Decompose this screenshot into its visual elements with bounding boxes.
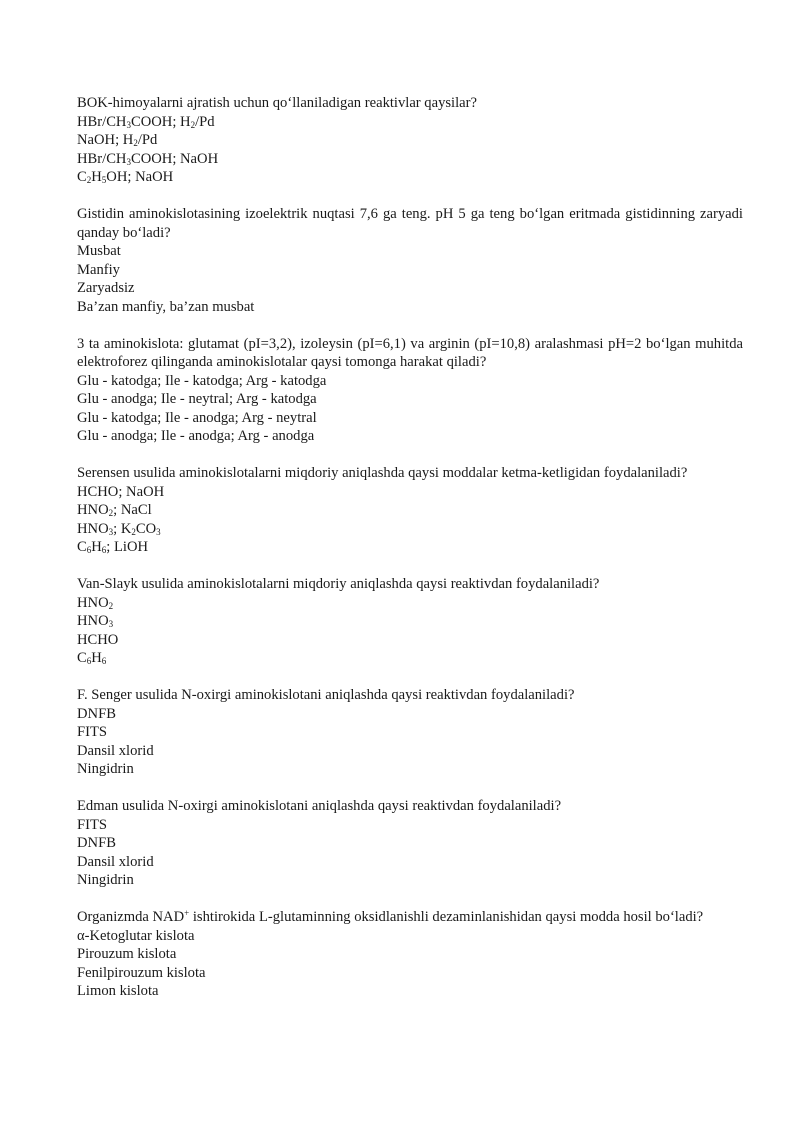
answer-option: Ningidrin [77, 761, 134, 777]
answer-option: Manfiy [77, 261, 120, 278]
answer-option: Ningidrin [77, 872, 134, 888]
answer-option: $HNO_3$; $K_2CO_3$ [77, 520, 161, 537]
question-text: Gistidin aminokislotasining izoelektrik nuqtasi 7,6 ga teng. pH 5 ga teng bo‘lgan eritmada gistidinning zaryadi qanday bo‘ladi? [77, 206, 743, 241]
question-block [77, 205, 743, 316]
answer-option: Glu - anodga; Ile - neytral; Arg - katodga [77, 391, 317, 407]
answer-option: Musbat [77, 243, 121, 259]
question-block [77, 335, 743, 446]
question-block [77, 575, 743, 668]
question-text: Van-Slayk usulida aminokislotalarni miqdoriy aniqlashda qaysi reaktivdan foydalaniladi? [77, 576, 600, 592]
answer-option: $C_6H_6$; LiOH [77, 539, 149, 555]
question-block [77, 686, 743, 779]
answer-option: Pirouzum kislota [77, 946, 177, 962]
question-text: 3 ta aminokislota: glutamat (pI=3,2), izoleysin (pI=6,1) va arginin (pI=10,8) aralashmasi pH=2 bo‘lgan muhitda elektroforez qilinganda aminokislotalar qaysi tomonga harakat qiladi? [77, 335, 743, 370]
answer-option: HBr/$CH_3COOH$; NaOH [77, 150, 219, 167]
question-text: Organizmda NAD+ ishtirokida L-glutaminning oksidlanishli dezaminlanishidan qaysi modda hosil bo‘ladi? [77, 908, 704, 925]
answer-option: α-Ketoglutar kislota [77, 927, 195, 944]
answer-option: HBr/$CH_3COOH$; $H_2/Pd$ [77, 113, 215, 130]
question-text: F. Senger usulida N-oxirgi aminokislotani aniqlashda qaysi reaktivdan foydalaniladi? [77, 687, 575, 703]
answer-option: $C_6H_6$ [77, 650, 107, 666]
question-text: BOK-himoyalarni ajratish uchun qo‘llaniladigan reaktivlar qaysilar? [77, 95, 477, 111]
question-block [77, 908, 743, 1001]
question-text: Serensen usulida aminokislotalarni miqdoriy aniqlashda qaysi moddalar ketma-ketligidan foydalaniladi? [77, 465, 688, 481]
question-text: Edman usulida N-oxirgi aminokislotani aniqlashda qaysi reaktivdan foydalaniladi? [77, 798, 562, 814]
answer-option: Limon kislota [77, 983, 159, 999]
answer-option: Dansil xlorid [77, 853, 154, 870]
question-block [77, 464, 743, 557]
answer-option: $HNO_2$; NaCl [77, 502, 152, 518]
answer-option: $HNO_2$ [77, 594, 114, 611]
document-page [77, 94, 743, 1019]
answer-option: HCHO; NaOH [77, 483, 165, 500]
answer-option: FITS [77, 816, 108, 833]
answer-option: Glu - anodga; Ile - anodga; Arg - anodga [77, 428, 315, 444]
answer-option: FITS [77, 724, 108, 740]
answer-option: Glu - katodga; Ile - anodga; Arg - neytral [77, 409, 317, 426]
question-block [77, 94, 743, 187]
answer-option: NaOH; $H_2/Pd$ [77, 132, 158, 148]
answer-option: Zaryadsiz [77, 280, 135, 296]
answer-option: Glu - katodga; Ile - katodga; Arg - katodga [77, 372, 327, 389]
answer-option: Dansil xlorid [77, 742, 154, 759]
answer-option: $C_2H_5OH$; NaOH [77, 169, 174, 185]
answer-option: Ba’zan manfiy, ba’zan musbat [77, 298, 255, 315]
answer-option: HCHO [77, 631, 119, 648]
question-block [77, 797, 743, 890]
answer-option: DNFB [77, 835, 116, 851]
answer-option: $HNO_3$ [77, 613, 114, 629]
answer-option: DNFB [77, 705, 116, 722]
answer-option: Fenilpirouzum kislota [77, 964, 206, 981]
